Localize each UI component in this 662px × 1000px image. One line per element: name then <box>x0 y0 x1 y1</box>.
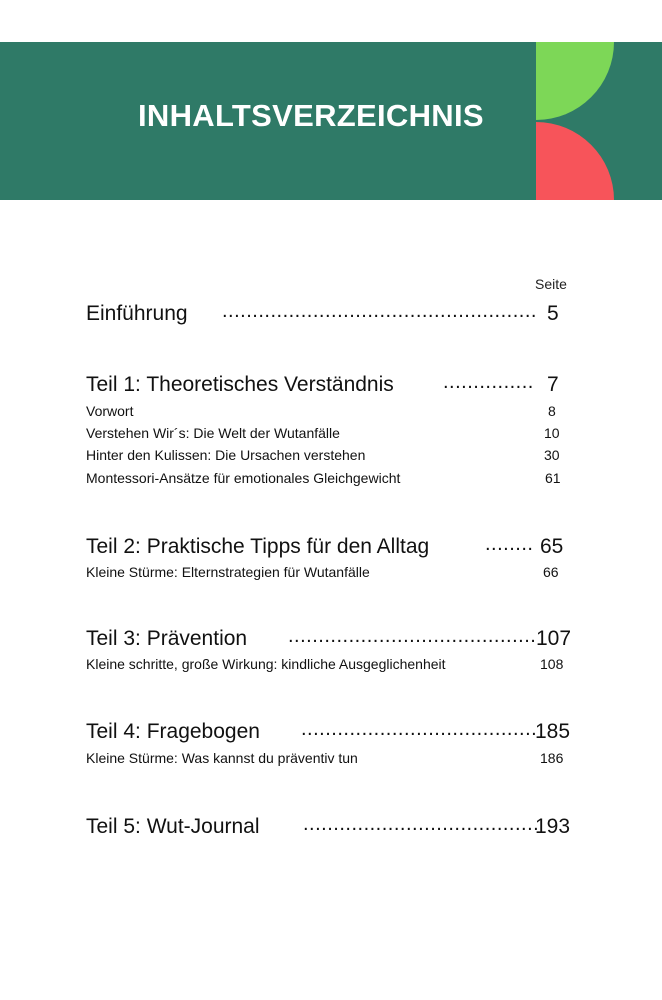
toc-subentry-title: Hinter den Kulissen: Die Ursachen verstehen <box>86 447 366 463</box>
toc-entry-page: 185 <box>535 720 571 743</box>
red-quarter-circle-decoration <box>536 122 614 200</box>
toc-leader-dots: .................................................... <box>222 300 537 322</box>
toc-subentry-title: Verstehen Wir´s: Die Welt der Wutanfälle <box>86 425 340 441</box>
toc-entry-title: Teil 3: Prävention <box>86 627 248 650</box>
toc-leader-dots: ............... <box>443 371 534 393</box>
toc-entry-title: Teil 2: Praktische Tipps für den Alltag <box>86 535 430 558</box>
toc-entry-page: 193 <box>535 815 571 838</box>
toc-subentry-page: 30 <box>544 447 560 463</box>
toc-subentry-page: 66 <box>543 564 559 580</box>
toc-entry-title: Teil 5: Wut-Journal <box>86 815 260 838</box>
page-title: INHALTSVERZEICHNIS <box>138 98 484 133</box>
toc-leader-dots: ....................................... <box>301 718 538 740</box>
toc-subentry-page: 61 <box>545 470 561 486</box>
toc-entry-page: 7 <box>547 373 559 396</box>
toc-subentry-page: 10 <box>544 425 560 441</box>
toc-subentry-page: 186 <box>540 750 564 766</box>
toc-subentry-title: Vorwort <box>86 403 134 419</box>
toc-subentry-title: Kleine Stürme: Was kannst du präventiv tun <box>86 750 358 766</box>
toc-leader-dots: ........ <box>485 533 534 555</box>
toc-entry-page: 5 <box>547 302 559 325</box>
toc-subentry-title: Kleine schritte, große Wirkung: kindliche Ausgeglichenheit <box>86 656 446 672</box>
title-banner <box>0 42 662 200</box>
toc-entry-page: 107 <box>536 627 572 650</box>
toc-subentry-title: Montessori-Ansätze für emotionales Gleichgewicht <box>86 470 401 486</box>
toc-leader-dots: ......................................... <box>288 625 537 647</box>
toc-leader-dots: ....................................... <box>303 813 540 835</box>
toc-entry-title: Teil 4: Fragebogen <box>86 720 260 743</box>
toc-entry-title: Teil 1: Theoretisches Verständnis <box>86 373 394 396</box>
page-column-label: Seite <box>535 276 567 292</box>
toc-subentry-title: Kleine Stürme: Elternstrategien für Wutanfälle <box>86 564 370 580</box>
toc-subentry-page: 8 <box>548 403 556 419</box>
toc-entry-page: 65 <box>540 535 564 558</box>
toc-entry-title: Einführung <box>86 302 188 325</box>
toc-subentry-page: 108 <box>540 656 564 672</box>
green-quarter-circle-decoration <box>536 42 614 120</box>
